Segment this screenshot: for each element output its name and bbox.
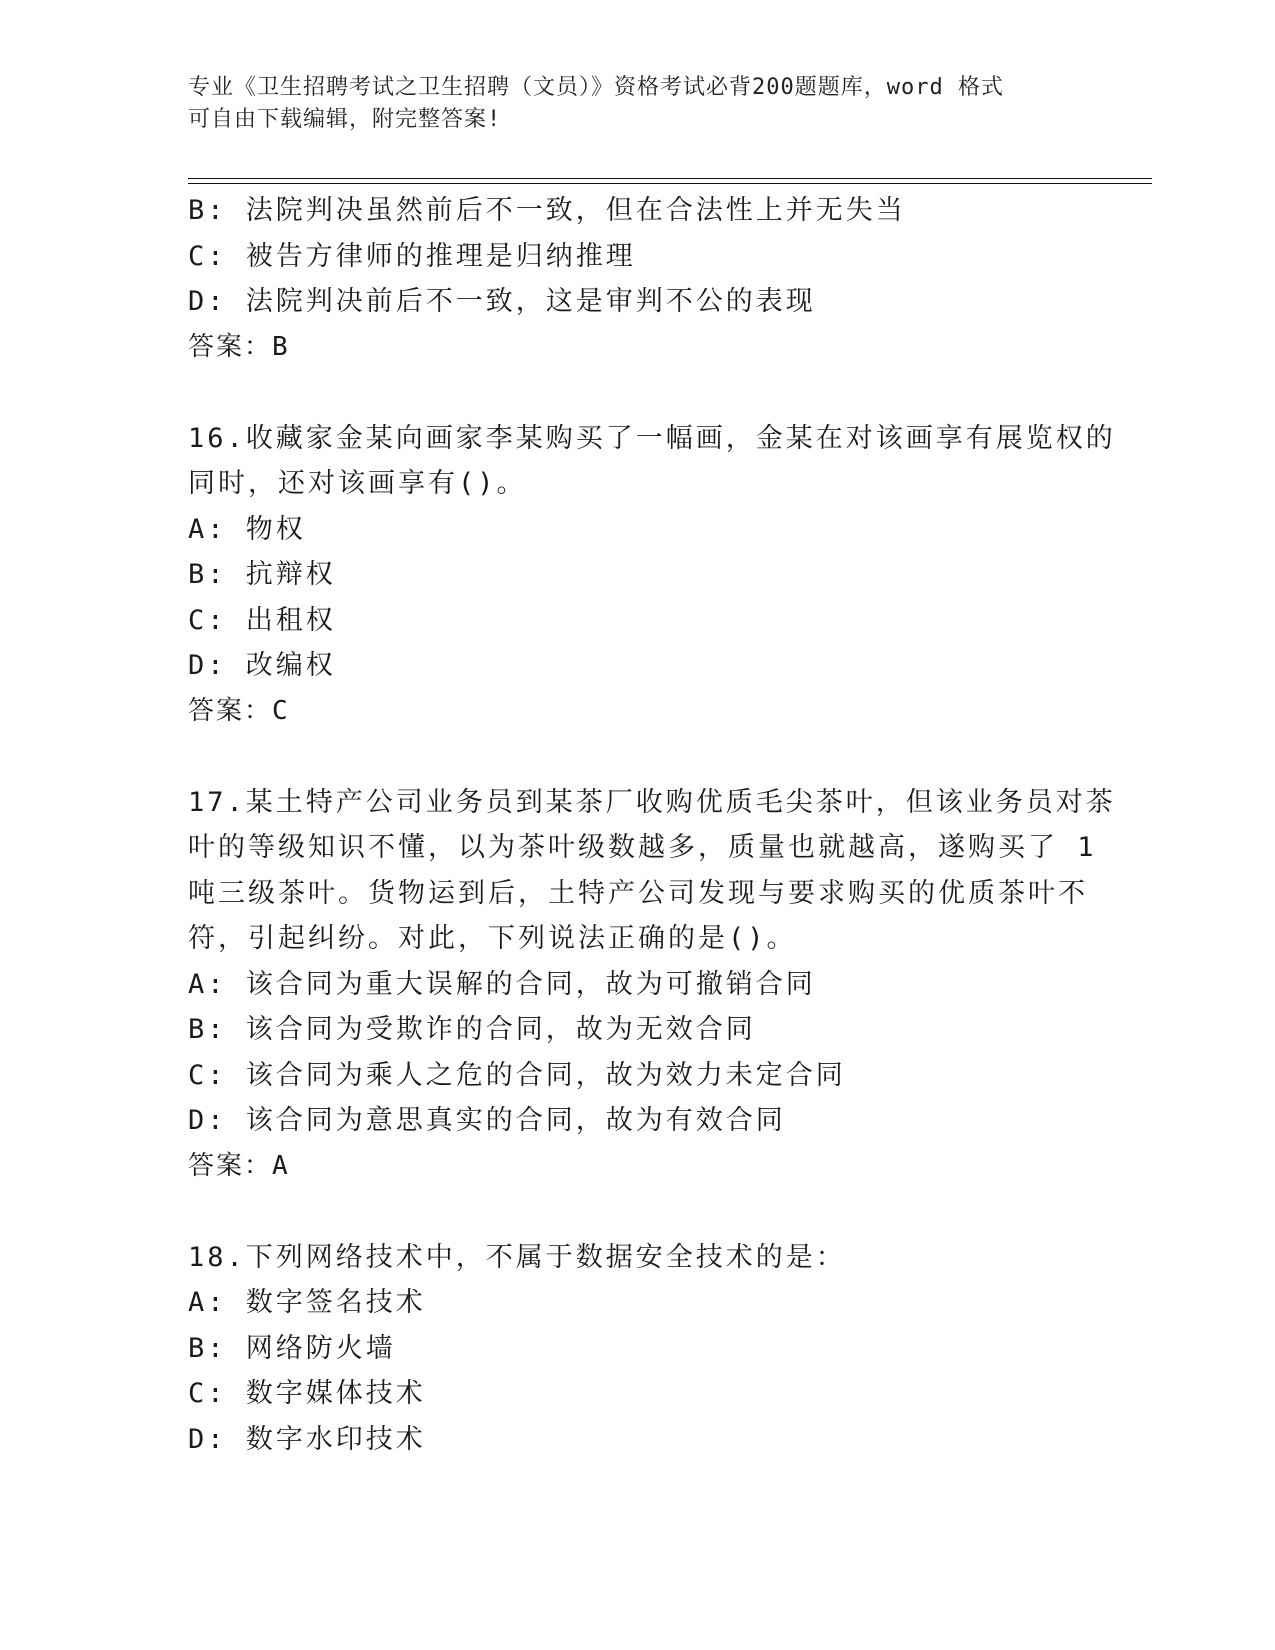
option-c: C: 出租权	[188, 604, 336, 636]
option-a: A: 该合同为重大误解的合同，故为可撤销合同	[188, 968, 816, 1000]
answer-value: B	[272, 331, 290, 362]
option-a: A: 数字签名技术	[188, 1287, 426, 1318]
question-block-17	[188, 780, 1116, 1190]
question-list	[188, 188, 1116, 1462]
document-header	[188, 72, 1068, 136]
option-b: B: 法院判决虽然前后不一致，但在合法性上并无失当	[188, 195, 906, 226]
option-d: D: 法院判决前后不一致，这是审判不公的表现	[188, 286, 816, 317]
option-d: D: 数字水印技术	[188, 1423, 426, 1455]
header-line-2: 可自由下载编辑，附完整答案!	[188, 107, 502, 132]
spacer	[188, 734, 1088, 780]
option-d: D: 改编权	[188, 650, 336, 681]
answer-row	[188, 325, 1088, 371]
answer-row	[188, 1144, 1088, 1190]
option-b: B: 该合同为受欺诈的合同，故为无效合同	[188, 1014, 756, 1045]
question-stem-line: 符，引起纠纷。对此，下列说法正确的是()。	[188, 923, 797, 954]
option-a: A: 物权	[188, 513, 306, 545]
question-block-15-continued	[188, 188, 1088, 370]
question-stem-line: 16.收藏家金某向画家李某购买了一幅画，金某在对该画享有展览权的	[188, 422, 1116, 454]
option-c: C: 被告方律师的推理是归纳推理	[188, 240, 636, 272]
header-line-1: 专业《卫生招聘考试之卫生招聘（文员）》资格考试必背200题题库，word 格式	[188, 75, 1004, 100]
question-block-18	[188, 1235, 1088, 1463]
question-stem-line: 叶的等级知识不懂，以为茶叶级数越多，质量也就越高，遂购买了 1	[188, 832, 1097, 863]
spacer	[188, 1189, 1088, 1235]
question-stem-line: 吨三级茶叶。货物运到后，土特产公司发现与要求购买的优质茶叶不	[188, 877, 1088, 909]
option-c: C: 该合同为乘人之危的合同，故为效力未定合同	[188, 1059, 846, 1091]
question-stem-line: 同时，还对该画享有()。	[188, 468, 527, 499]
option-c: C: 数字媒体技术	[188, 1378, 426, 1409]
question-stem-line: 17.某土特产公司业务员到某茶厂收购优质毛尖茶叶，但该业务员对茶	[188, 786, 1116, 818]
question-stem-line: 18.下列网络技术中，不属于数据安全技术的是：	[188, 1241, 846, 1273]
spacer	[188, 370, 1088, 416]
answer-row	[188, 689, 1088, 735]
option-b: B: 抗辩权	[188, 559, 336, 590]
header-divider-bottom	[188, 183, 1152, 184]
question-block-16	[188, 416, 1116, 735]
option-b: B: 网络防火墙	[188, 1332, 396, 1364]
answer-label: 答案：	[188, 695, 273, 726]
answer-value: A	[272, 1150, 290, 1181]
answer-label: 答案：	[188, 1150, 273, 1181]
header-divider-top	[188, 178, 1152, 179]
answer-value: C	[272, 695, 290, 726]
answer-label: 答案：	[188, 331, 273, 362]
option-d: D: 该合同为意思真实的合同，故为有效合同	[188, 1105, 786, 1136]
